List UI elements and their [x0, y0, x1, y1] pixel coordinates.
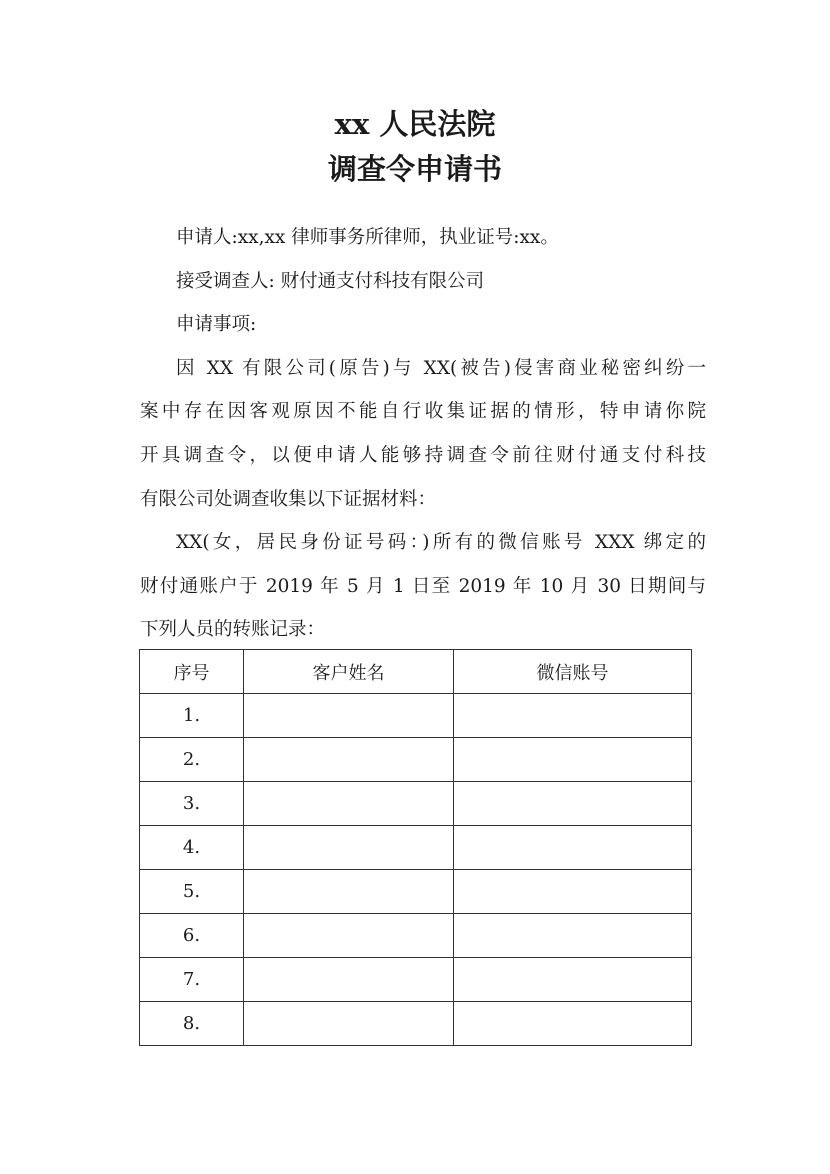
index-cell: 5. [140, 870, 244, 914]
wechat-account-cell [454, 914, 692, 958]
body-line: 接受调查人: 财付通支付科技有限公司 [176, 270, 485, 292]
body-line: 申请人:xx,xx 律师事务所律师，执业证号:xx。 [176, 227, 559, 248]
wechat-account-cell [454, 738, 692, 782]
body-line: 申请事项: [176, 314, 257, 336]
table-row [140, 826, 692, 870]
customer-name-cell [244, 914, 454, 958]
wechat-account-cell [454, 826, 692, 870]
table-row [140, 1002, 692, 1046]
customer-name-cell [244, 782, 454, 826]
table-row [140, 870, 692, 914]
header-wechat-account: 微信账号 [454, 650, 692, 694]
index-cell: 6. [140, 914, 244, 958]
customer-name-cell [244, 958, 454, 1002]
table-row [140, 914, 692, 958]
customer-name-cell [244, 1002, 454, 1046]
customer-name-cell [244, 870, 454, 914]
table-row [140, 694, 692, 738]
table-row [140, 738, 692, 782]
wechat-account-cell [454, 958, 692, 1002]
wechat-account-cell [454, 782, 692, 826]
body-line: 下列人员的转账记录： [140, 619, 326, 641]
customer-name-cell [244, 738, 454, 782]
index-cell: 8. [140, 1002, 244, 1046]
customer-name-cell [244, 694, 454, 738]
wechat-account-cell [454, 1002, 692, 1046]
body-line: XX(女，居民身份证号码：)所有的微信账号 XXX 绑定的 [176, 532, 706, 554]
table-header-row [140, 650, 692, 694]
body-line: 有限公司处调查收集以下证据材料： [140, 488, 437, 510]
court-title: xx 人民法院 [334, 107, 496, 141]
index-cell: 3. [140, 782, 244, 826]
index-cell: 4. [140, 826, 244, 870]
header-index: 序号 [140, 650, 244, 694]
body-line: 开具调查令，以便申请人能够持调查令前往财付通支付科技 [140, 445, 706, 466]
table-row [140, 782, 692, 826]
wechat-account-cell [454, 870, 692, 914]
wechat-account-cell [454, 694, 692, 738]
index-cell: 2. [140, 738, 244, 782]
customer-name-cell [244, 826, 454, 870]
index-cell: 7. [140, 958, 244, 1002]
document-title: 调查令申请书 [327, 152, 502, 186]
table-row [140, 958, 692, 1002]
transfer-records-table [139, 649, 692, 1046]
body-line: 案中存在因客观原因不能自行收集证据的情形，特申请你院 [140, 401, 706, 423]
index-cell: 1. [140, 694, 244, 738]
body-line: 财付通账户于 2019 年 5 月 1 日至 2019 年 10 月 30 日期间与 [140, 575, 706, 597]
header-customer-name: 客户姓名 [244, 650, 454, 694]
body-line: 因 XX 有限公司(原告)与 XX(被告)侵害商业秘密纠纷一 [176, 357, 706, 379]
